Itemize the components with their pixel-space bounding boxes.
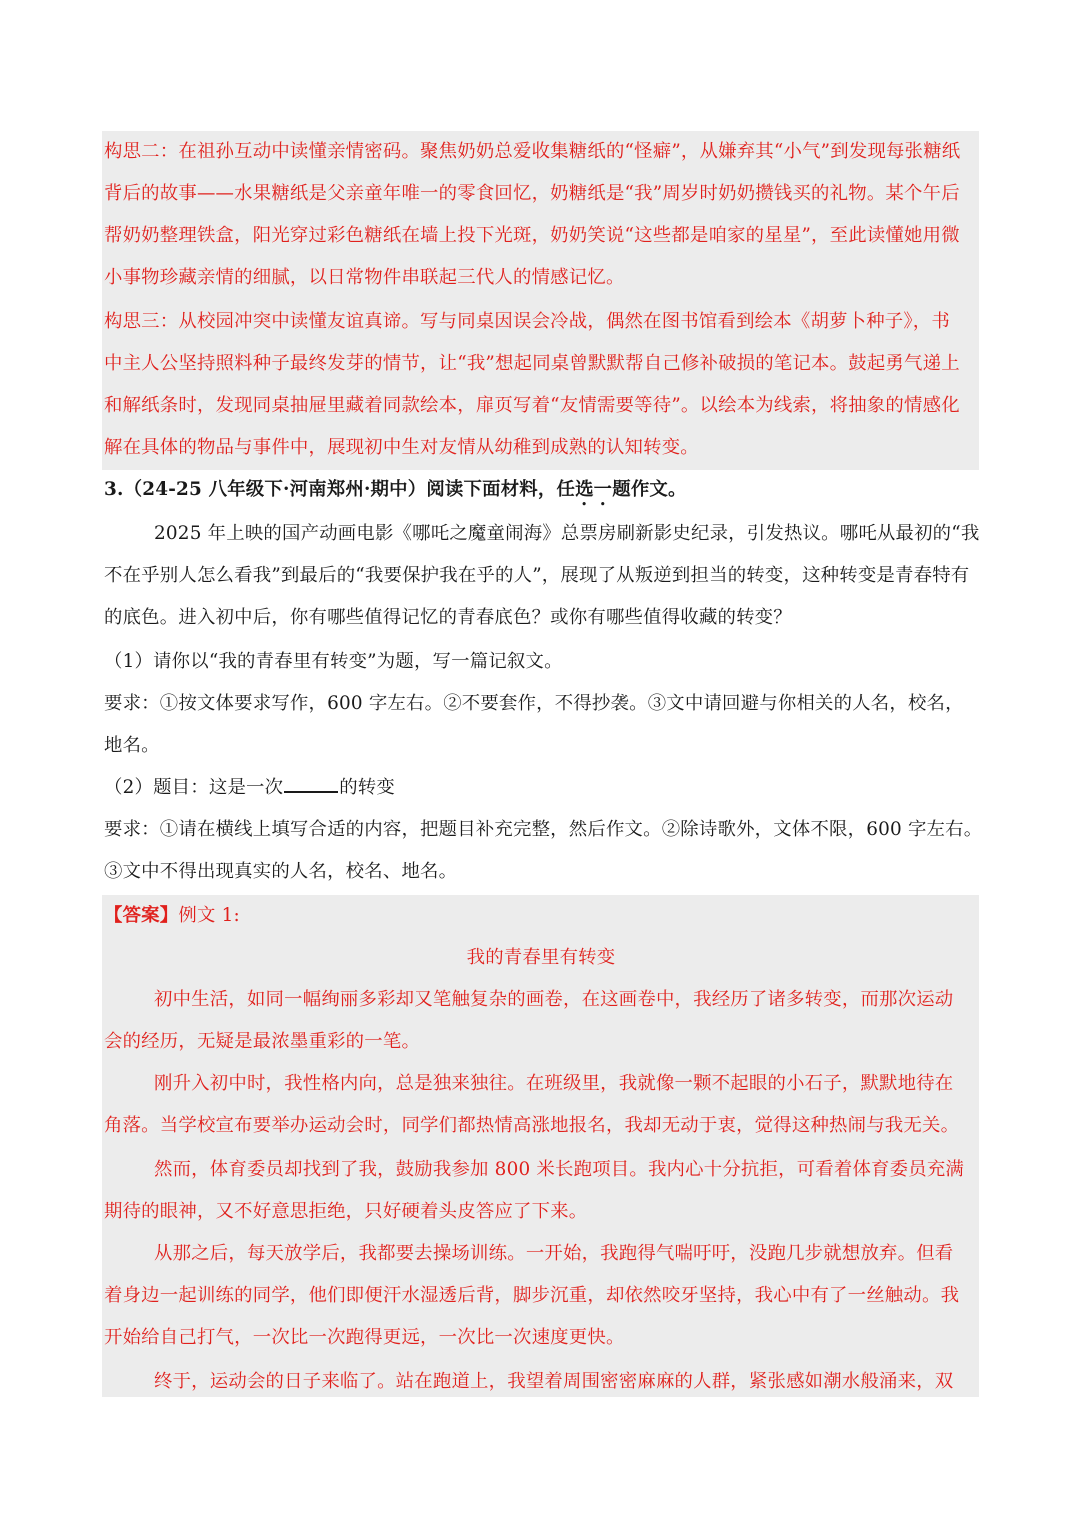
question-number: 3.: [104, 479, 124, 500]
task-2-prefix: （2）题目：这是一次: [104, 777, 284, 798]
idea2-line: 帮奶奶整理铁盒，阳光穿过彩色糖纸在墙上投下光斑，奶奶笑说“这些都是咱家的星星”，至此读懂她用微: [104, 225, 960, 246]
essay-line: 期待的眼神，又不好意思拒绝，只好硬着头皮答应了下来。: [104, 1201, 588, 1222]
idea2-line: 构思二：在祖孙互动中读懂亲情密码。聚焦奶奶总爱收集糖纸的“怪癖”，从嫌弃其“小气”到发现每张糖纸: [104, 141, 961, 162]
essay-line: 着身边一起训练的同学，他们即便汗水湿透后背，脚步沉重，却依然咬牙坚持，我心中有了一丝触动。我: [104, 1285, 960, 1306]
material-line: 2025 年上映的国产动画电影《哪吒之魔童闹海》总票房刷新影史纪录，引发热议。哪吒从最初的“我: [154, 523, 980, 544]
answer-header: [104, 895, 978, 937]
idea2-line: 小事物珍藏亲情的细腻，以日常物件串联起三代人的情感记忆。: [104, 267, 625, 288]
task-1: （1）请你以“我的青春里有转变”为题，写一篇记叙文。: [104, 651, 563, 672]
answer-label: 【答案】: [104, 905, 179, 926]
task-1-requirements: 要求：①按文体要求写作，600 字左右。②不要套作，不得抄袭。③文中请回避与你相关的人名，校名，: [104, 693, 964, 714]
essay-line: 从那之后，每天放学后，我都要去操场训练。一开始，我跑得气喘吁吁，没跑几步就想放弃。但看: [154, 1243, 954, 1264]
essay-line: 刚升入初中时，我性格内向，总是独来独往。在班级里，我就像一颗不起眼的小石子，默默地待在: [154, 1073, 954, 1094]
question-heading: [104, 469, 978, 511]
material-line: 不在乎别人怎么看我”到最后的“我要保护我在乎的人”，展现了从叛逆到担当的转变，这种转变是青春特有: [104, 565, 970, 586]
task-2-requirements: 要求：①请在横线上填写合适的内容，把题目补充完整，然后作文。②除诗歌外，文体不限，600 字左右。: [104, 819, 983, 840]
essay-line: 开始给自己打气，一次比一次跑得更远，一次比一次速度更快。: [104, 1327, 625, 1348]
idea3-line: 构思三：从校园冲突中读懂友谊真谛。写与同桌因误会冷战，偶然在图书馆看到绘本《胡萝卜种子》，书: [104, 311, 950, 332]
essay-line: 角落。当学校宣布要举办运动会时，同学们都热情高涨地报名，我却无动于衷，觉得这种热闹与我无关。: [104, 1115, 960, 1136]
task-2-suffix: 的转变: [339, 777, 395, 798]
answer-example-label: 例文 1:: [178, 905, 240, 926]
idea2-line: 背后的故事——水果糖纸是父亲童年唯一的零食回忆，奶糖纸是“我”周岁时奶奶攒钱买的礼物。某个午后: [104, 183, 960, 204]
question-source: （24-25 八年级下·河南郑州·期中）: [123, 479, 427, 500]
question-instruction-emphasis: 选一: [575, 479, 613, 500]
fill-in-blank: [284, 771, 338, 793]
essay-line: 初中生活，如同一幅绚丽多彩却又笔触复杂的画卷，在这画卷中，我经历了诸多转变，而那次运动: [154, 989, 954, 1010]
essay-line: 终于，运动会的日子来临了。站在跑道上，我望着周围密密麻麻的人群，紧张感如潮水般涌来，双: [154, 1371, 954, 1392]
material-line: 的底色。进入初中后，你有哪些值得记忆的青春底色？或你有哪些值得收藏的转变？: [104, 607, 792, 628]
question-instruction: 阅读下面材料，任: [426, 479, 576, 500]
question-instruction-end: 题作文。: [612, 479, 687, 500]
idea3-line: 解在具体的物品与事件中，展现初中生对友情从幼稚到成熟的认知转变。: [104, 437, 699, 458]
essay-line: 会的经历，无疑是最浓墨重彩的一笔。: [104, 1031, 421, 1052]
task-2: [104, 767, 978, 809]
task-1-requirements: 地名。: [104, 735, 160, 756]
task-2-requirements: ③文中不得出现真实的人名，校名、地名。: [104, 861, 458, 882]
idea3-line: 和解纸条时，发现同桌抽屉里藏着同款绘本，扉页写着“友情需要等待”。以绘本为线索，将抽象的情感化: [104, 395, 960, 416]
idea3-line: 中主人公坚持照料种子最终发芽的情节，让“我”想起同桌曾默默帮自己修补破损的笔记本。鼓起勇气递上: [104, 353, 960, 374]
essay-line: 然而，体育委员却找到了我，鼓励我参加 800 米长跑项目。我内心十分抗拒，可看着体育委员充满: [154, 1159, 965, 1180]
essay-title: 我的青春里有转变: [466, 947, 616, 968]
